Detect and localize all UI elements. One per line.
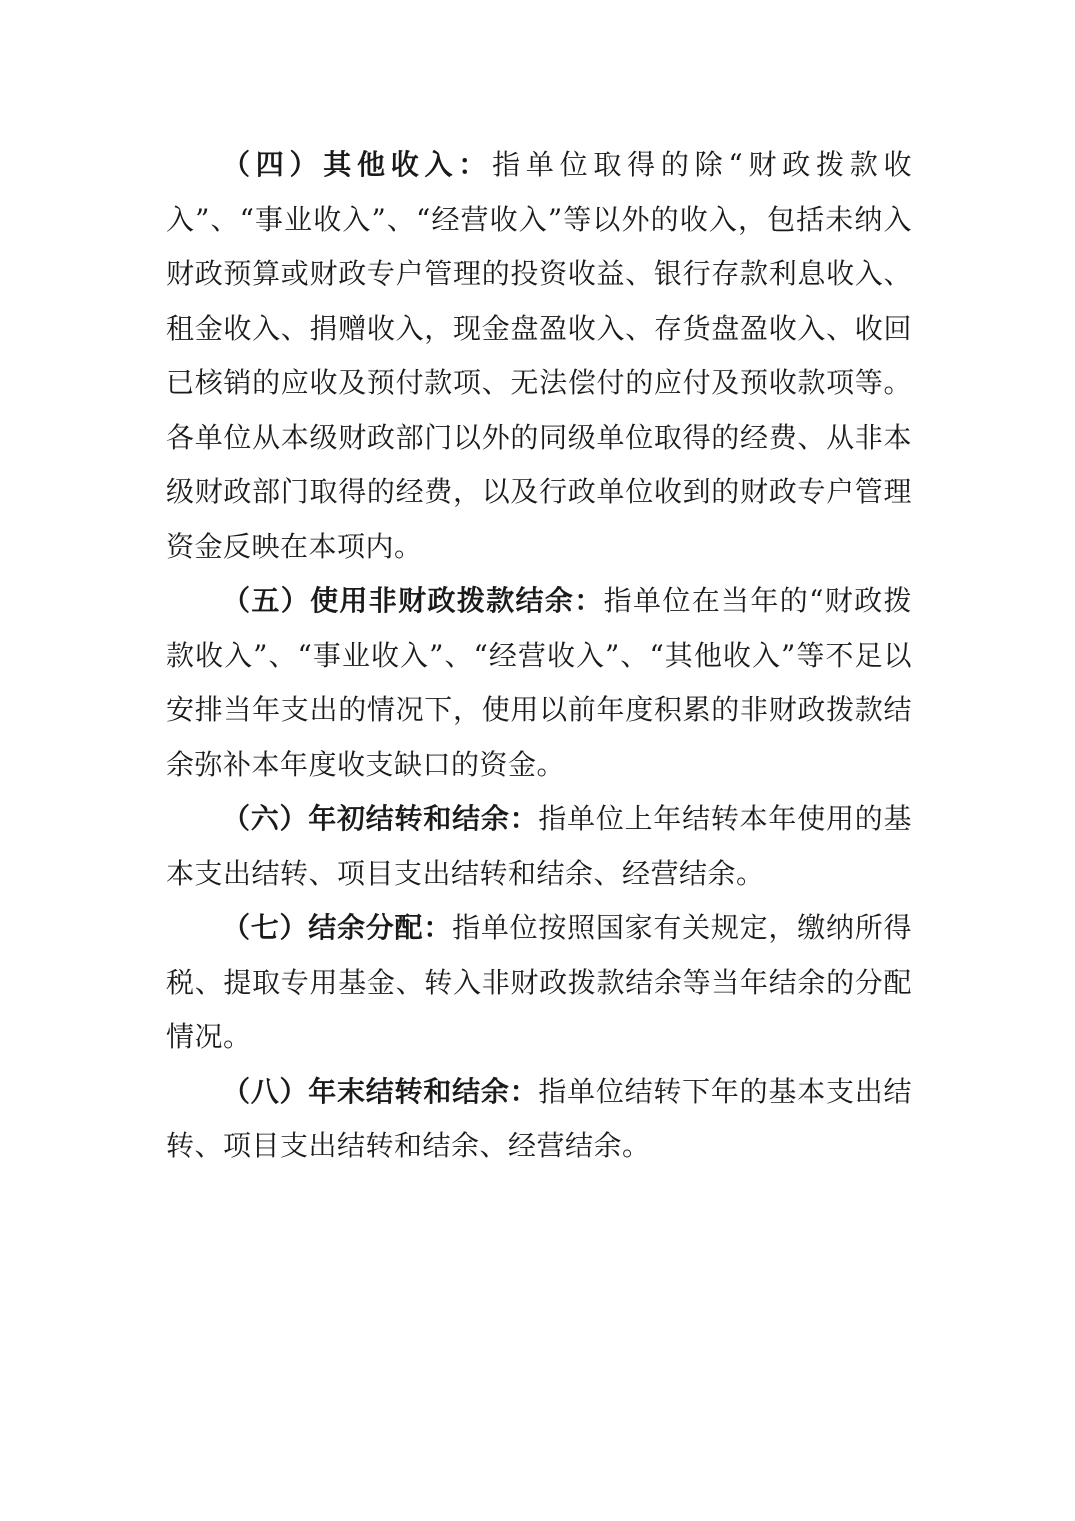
paragraph-text: 指单位上年结转本年使用的基本支出结转、项目支出结转和结余、经营结余。 (166, 802, 912, 890)
paragraph-surplus-distribution (166, 901, 912, 1065)
paragraph-other-income (166, 138, 912, 574)
paragraph-text: 指单位结转下年的基本支出结转、项目支出结转和结余、经营结余。 (166, 1074, 912, 1162)
paragraph-text: 指单位按照国家有关规定，缴纳所得税、提取专用基金、转入非财政拨款结余等当年结余的分配情况。 (166, 911, 912, 1053)
term-heading: （四）其他收入： (222, 148, 493, 181)
paragraph-text: 指单位在当年的“财政拨款收入”、“事业收入”、“经营收入”、“其他收入”等不足以安排当年支出的情况下，使用以前年度积累的非财政拨款结余弥补本年度收支缺口的资金。 (166, 584, 912, 781)
document-body (166, 138, 912, 1174)
paragraph-text: 指单位取得的除“财政拨款收入”、“事业收入”、“经营收入”等以外的收入，包括未纳入财政预算或财政专户管理的投资收益、银行存款利息收入、租金收入、捐赠收入，现金盘盈收入、存货盘盈收入、收回已核销的应收及预付款项、无法偿付的应付及预收款项等。各单位从本级财政部门以外的同级单位取得的经费、从非本级财政部门取得的经费，以及行政单位收到的财政专户管理资金反映在本项内。 (166, 148, 912, 563)
term-heading: （五）使用非财政拨款结余： (222, 584, 604, 617)
term-heading: （七）结余分配： (222, 911, 453, 944)
paragraph-non-fiscal-surplus-use (166, 574, 912, 792)
paragraph-opening-carryover (166, 792, 912, 901)
paragraph-closing-carryover (166, 1065, 912, 1174)
term-heading: （八）年末结转和结余： (222, 1074, 539, 1108)
term-heading: （六）年初结转和结余： (222, 802, 539, 835)
